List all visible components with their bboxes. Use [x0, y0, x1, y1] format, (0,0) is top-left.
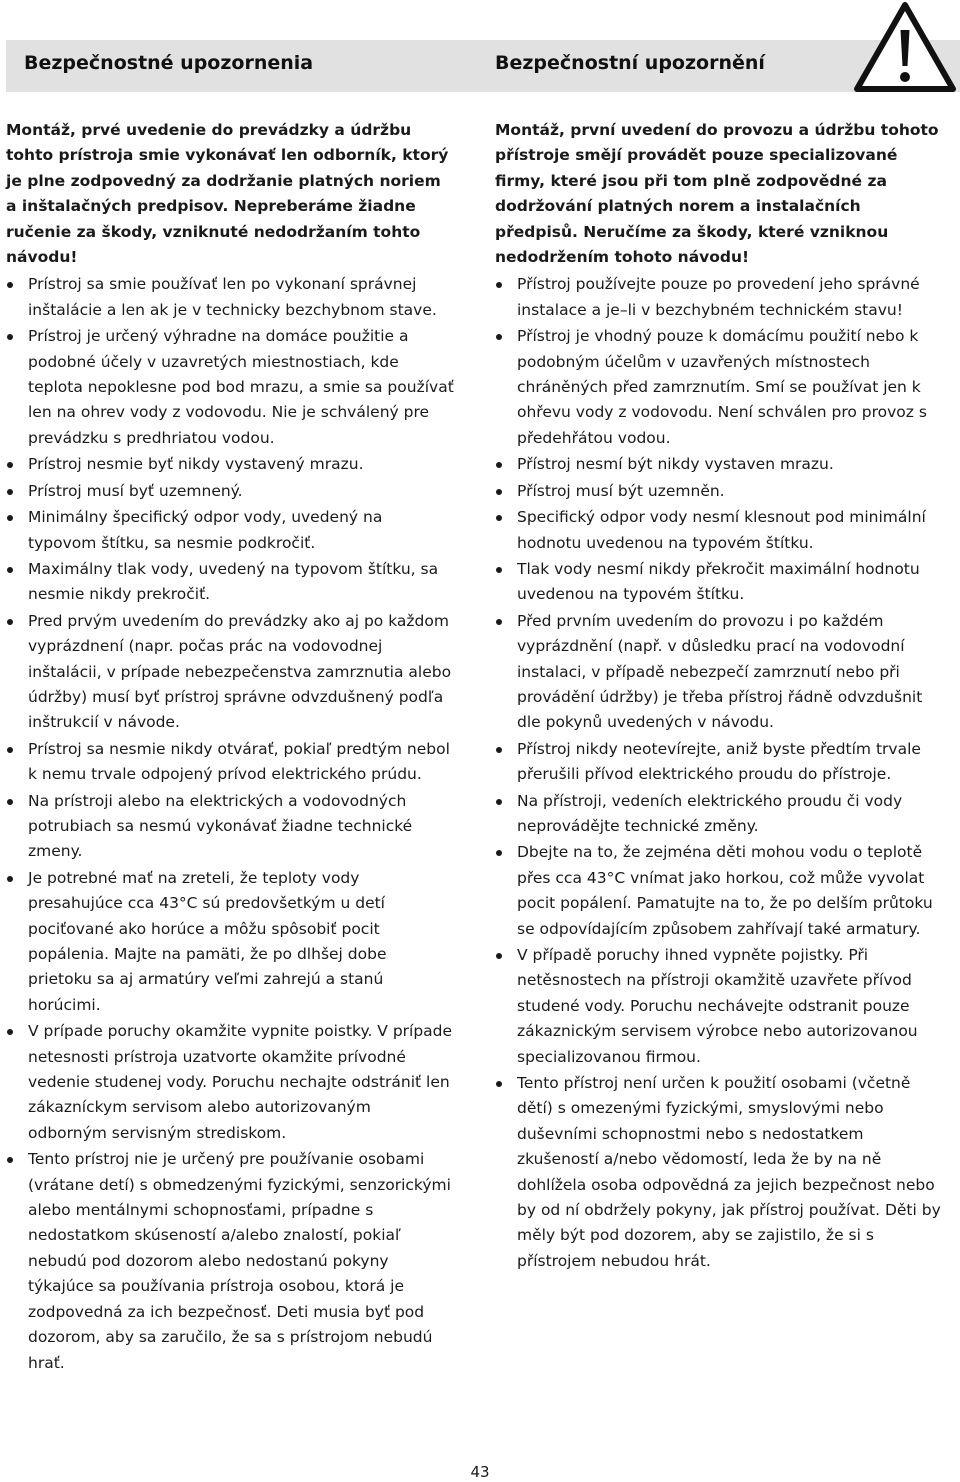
list-item: V případě poruchy ihned vypněte pojistky. Při netěsnostech na přístroji okamžitě uzavřete přívod studené vody. Poruchu nechávejte odstranit pouze zákaznickým servisem výrobce nebo autorizovanou specializovanou firmou. — [495, 943, 943, 1070]
intro-paragraph: Montáž, první uvedení do provozu a údržbu tohoto přístroje smějí provádět pouze specializované firmy, které jsou při tom plně zodpovědné za dodržování platných norem a instalačních předpisů. Neručíme za škody, které vzniknou nedodržením tohoto návodu! — [495, 121, 939, 267]
list-item: Tlak vody nesmí nikdy překročit maximální hodnotu uvedenou na typovém štítku. — [495, 557, 943, 608]
safety-list — [495, 272, 943, 1274]
list-item: Přístroj je vhodný pouze k domácímu použití nebo k podobným účelům v uzavřených místnostech chráněných před zamrznutím. Smí se používat jen k ohřevu vody z vodovodu. Není schválen pro provoz s předehřátou vodou. — [495, 324, 943, 451]
list-item: Přístroj musí být uzemněn. — [495, 479, 943, 504]
slovak-column — [6, 118, 454, 1377]
list-item: Tento prístroj nie je určený pre používanie osobami (vrátane detí) s obmedzenými fyzickými, senzorickými alebo mentálnymi schopnosťami, prípadne s nedostatkom skúseností a/alebo znalostí, pokiaľ nebudú pod dozorom alebo nedostanú pokyny týkajúce sa používania prístroja osobou, ktorá je zodpovedná za ich bezpečnosť. Deti musia byť pod dozorom, aby sa zaručilo, že sa s prístrojom nebudú hrať. — [6, 1147, 454, 1376]
list-item: Prístroj je určený výhradne na domáce použitie a podobné účely v uzavretých miestnostiach, kde teplota nepoklesne pod bod mrazu, a smie sa používať len na ohrev vody z vodovodu. Nie je schválený pre prevádzku s predhriatou vodou. — [6, 324, 454, 451]
safety-list — [6, 272, 454, 1375]
section-title-slovak: Bezpečnostné upozornenia — [24, 52, 314, 74]
list-item: Přístroj nikdy neotevírejte, aniž byste předtím trvale přerušili přívod elektrického proudu do přístroje. — [495, 737, 943, 788]
list-item: Prístroj sa nesmie nikdy otvárať, pokiaľ predtým nebol k nemu trvale odpojený prívod elektrického prúdu. — [6, 737, 454, 788]
list-item: Tento přístroj není určen k použití osobami (včetně dětí) s omezenými fyzickými, smyslovými nebo duševními schopnostmi nebo s nedostatkem zkušeností a/nebo vědomostí, leda že by na ně dohlížela osoba odpovědná za jejich bezpečnost nebo by od ní obdržely pokyny, jak přístroj používat. Děti by měly být pod dozorem, aby se zajistilo, že si s přístrojem nebudou hrát. — [495, 1071, 943, 1274]
list-item: Maximálny tlak vody, uvedený na typovom štítku, sa nesmie nikdy prekročiť. — [6, 557, 454, 608]
list-item: Prístroj nesmie byť nikdy vystavený mrazu. — [6, 452, 454, 477]
list-item: Na přístroji, vedeních elektrického proudu či vody neprovádějte technické změny. — [495, 789, 943, 840]
list-item: Před prvním uvedením do provozu i po každém vyprázdnění (např. v důsledku prací na vodovodní instalaci, v případě nebezpečí zamrznutí nebo při provádění údržby) je třeba přístroj řádně odvzdušnit dle pokynů uvedených v návodu. — [495, 609, 943, 736]
list-item: Specifický odpor vody nesmí klesnout pod minimální hodnotu uvedenou na typovém štítku. — [495, 505, 943, 556]
page-number: 43 — [470, 1463, 490, 1481]
section-title-czech: Bezpečnostní upozornění — [495, 52, 765, 74]
list-item: Dbejte na to, že zejména děti mohou vodu o teplotě přes cca 43°C vnímat jako horkou, což může vyvolat pocit popálení. Pamatujte na to, že po delším průtoku se odpovídajícím způsobem zahřívají také armatury. — [495, 840, 943, 942]
list-item: V prípade poruchy okamžite vypnite poistky. V prípade netesnosti prístroja uzatvorte okamžite prívodné vedenie studenej vody. Poruchu nechajte odstrániť len zákazníckym servisom alebo autorizovaným odborným servisným strediskom. — [6, 1019, 454, 1146]
list-item: Minimálny špecifický odpor vody, uvedený na typovom štítku, sa nesmie podkročiť. — [6, 505, 454, 556]
list-item: Na prístroji alebo na elektrických a vodovodných potrubiach sa nesmú vykonávať žiadne technické zmeny. — [6, 789, 454, 865]
intro-paragraph: Montáž, prvé uvedenie do prevádzky a údržbu tohto prístroja smie vykonávať len odborník, ktorý je plne zodpovedný za dodržanie platných noriem a inštalačných predpisov. Nepreberáme žiadne ručenie za škody, vzniknuté nedodržaním tohto návodu! — [6, 121, 449, 267]
warning-triangle-icon — [852, 0, 958, 94]
list-item: Pred prvým uvedením do prevádzky ako aj po každom vyprázdnení (napr. počas prác na vodovodnej inštalácii, v prípade nebezpečenstva zamrznutia alebo údržby) musí byť prístroj správne odvzdušnený podľa inštrukcií v návode. — [6, 609, 454, 736]
list-item: Prístroj sa smie používať len po vykonaní správnej inštalácie a len ak je v technicky bezchybnom stave. — [6, 272, 454, 323]
list-item: Přístroj nesmí být nikdy vystaven mrazu. — [495, 452, 943, 477]
czech-column — [495, 118, 943, 1275]
list-item: Prístroj musí byť uzemnený. — [6, 479, 454, 504]
list-item: Je potrebné mať na zreteli, že teploty vody presahujúce cca 43°C sú predovšetkým u detí pociťované ako horúce a môžu spôsobiť pocit popálenia. Majte na pamäti, že po dlhšej dobe prietoku sa aj armatúry veľmi zahrejú a stanú horúcimi. — [6, 866, 454, 1018]
list-item: Přístroj používejte pouze po provedení jeho správné instalace a je–li v bezchybném technickém stavu! — [495, 272, 943, 323]
